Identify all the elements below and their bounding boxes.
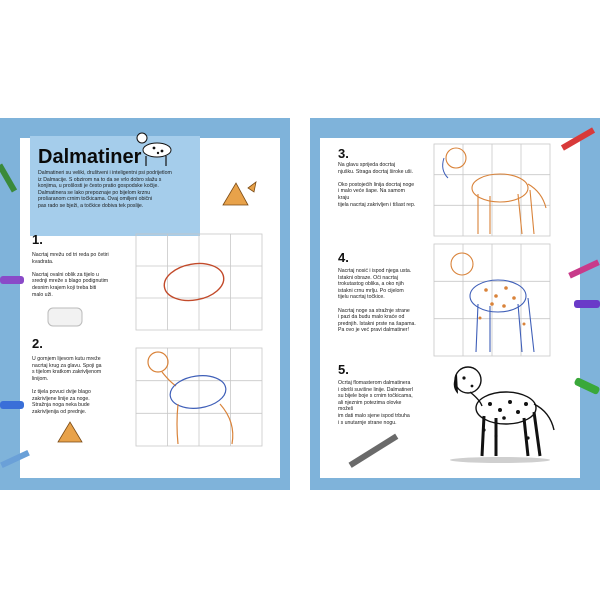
- finished-dalmatian-illustration: [440, 360, 558, 464]
- step-4-grid: [434, 244, 550, 356]
- step-2-number: 2.: [32, 336, 43, 351]
- step-4-number: 4.: [338, 250, 349, 265]
- pencil-icon: [2, 158, 32, 198]
- step-3-grid: [434, 144, 550, 236]
- intro-text: Dalmatineri su veliki, društveni i inteligentni psi podrijetlom iz Dalmacije. S obzirom na to da se vrlo dobro slažu s konjima, u prošlosti je često pratio gospodske kočije. Dalmatinera se lako prepoznaje po bijelom krznu prošaranom crnim točkicama. Ovaj omiljeni obični pas rado se bježi, a točkice dobiva tek poslije.: [38, 170, 172, 209]
- body-oval: [168, 372, 228, 411]
- step-2-grid: [136, 348, 262, 446]
- head-circle: [148, 352, 168, 372]
- step-1-text: Nacrtaj mrežu od tri reda po četiri kvadrata. Nacrtaj ovalni oblik za tijelo u srednji mreže s blago podignutim desnim krajem koji treba biti malo uži.: [32, 252, 109, 298]
- right-page: [310, 118, 600, 490]
- step-1-grid: [136, 234, 262, 330]
- dalmatian-icon: [132, 128, 182, 168]
- pencil-icon: [346, 428, 406, 478]
- eraser-icon: [46, 304, 86, 330]
- pencil-shavings-icon: [218, 180, 258, 210]
- marker-icon: [0, 393, 26, 423]
- left-page: [0, 118, 290, 490]
- step-3-text: Na glavu sprijeda docrtaj njušku. Straga docrtaj široke uši. Oko postojećih linija docrtaj noge i malo veće šape. Na samom kraju tijela nacrtaj zakrivljen i tišast rep.: [338, 162, 416, 208]
- step-5-number: 5.: [338, 362, 349, 377]
- pencil-icon: [568, 256, 600, 286]
- pencil-icon: [560, 126, 600, 156]
- step-2-text: U gornjem lijevom kutu mreže nacrtaj krug za glavu. Spoji ga s tijelom kratkom zakrivljenom linijom. Iz tijela povuci dvije blago zakrivljene linije za noge. Stražnja noga neka bude zakrivljenija od prednje.: [32, 356, 102, 415]
- marker-icon: [0, 268, 26, 298]
- page-title: Dalmatiner: [38, 146, 142, 168]
- step-3-number: 3.: [338, 146, 349, 161]
- step-5-text: Ocrtaj flomasterom dalmatinera i obriši suvišne linije. Dalmatinerl su bijele boje s crnim točkicama, ali njeznim potezima olovke možeš im dati malo sjene ispod trbuha i s unutarnje strane nogu.: [338, 380, 413, 426]
- marker-icon: [572, 372, 600, 402]
- step-1-number: 1.: [32, 232, 43, 247]
- pencil-shavings-icon: [54, 418, 94, 448]
- marker-icon: [572, 290, 600, 320]
- pencil-icon: [0, 448, 40, 478]
- step-4-text: Nacrtaj nosić i ispod njega usta. Istakni obraze. Oči nacrtaj trokutastog oblika, a oko njih istakni crnu mrlju. Po cijelom tijelu nacrtaj točkice. Nacrtaj noge sa stražnje strane i pazi da budu malo kraće od prednjih. Istakni prste na šapama. Pa ovo je već pravi dalmatiner!: [338, 268, 416, 334]
